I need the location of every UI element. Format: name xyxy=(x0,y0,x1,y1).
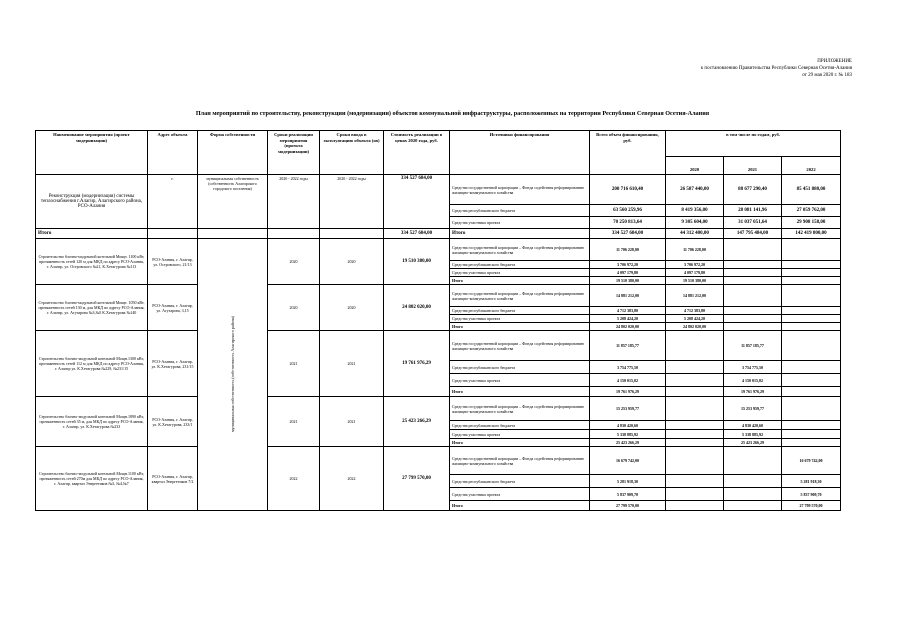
main-src: Средства республиканского бюджета xyxy=(450,205,590,217)
col-term: Сроки реализации мероприятия (проекта модернизации) xyxy=(268,131,320,175)
project-address: РСО-Алания, г. Алагир, ул. Агузарова, 3,15 xyxy=(148,285,198,331)
itogo-2020: 44 312 400,00 xyxy=(666,229,724,239)
source-total: 19 510 380,00 xyxy=(590,277,666,285)
project-cost: 19 510 380,00 xyxy=(384,239,450,285)
source-y2020 xyxy=(666,447,724,475)
source-y2020: 4 097 179,80 xyxy=(666,269,724,277)
source-y2020 xyxy=(666,421,724,430)
document-header xyxy=(612,58,852,79)
source-y2021 xyxy=(724,277,782,285)
source-y2022 xyxy=(782,421,841,430)
source-y2022 xyxy=(782,285,841,307)
main-name: Реконструкция (модернизация) системы теплоснабжения г.Алагир, Алагирского района, РСО-Алания xyxy=(36,175,148,229)
source-label: Итого xyxy=(450,439,590,447)
col-name: Наименование мероприятия (проект модернизации) xyxy=(36,131,148,175)
source-label: Средства республиканского бюджета xyxy=(450,261,590,269)
source-y2021: 4 150 015,02 xyxy=(724,374,782,387)
col-total: Всего объем финансирования, руб. xyxy=(590,131,666,175)
source-label: Средства республиканского бюджета xyxy=(450,307,590,315)
project-cost: 19 761 976,29 xyxy=(384,331,450,397)
source-y2020: 5 208 424,20 xyxy=(666,315,724,323)
source-y2021: 11 857 185,77 xyxy=(724,331,782,361)
main-term: 2020 - 2022 годы xyxy=(268,175,320,229)
source-y2021 xyxy=(724,315,782,323)
source-total: 14 881 212,00 xyxy=(590,285,666,307)
main-src: Средства государственной корпорации – Фонда содействия реформированию жилищно-коммунального хозяйства xyxy=(450,175,590,205)
source-y2022 xyxy=(782,387,841,397)
main-2020: 26 587 440,00 xyxy=(666,175,724,205)
project-commission: 2020 xyxy=(320,239,384,285)
project-address: РСО-Алания, г. Алагир, ул. К.Хетагурова, 233/1 xyxy=(148,397,198,447)
source-label: Средства государственной корпорации – Фонда содействия реформированию жилищно-коммунального хозяйства xyxy=(450,331,590,361)
source-y2022 xyxy=(782,307,841,315)
source-label: Итого xyxy=(450,387,590,397)
itogo-cost: 334 527 684,00 xyxy=(384,229,450,239)
source-y2022 xyxy=(782,374,841,387)
source-y2020 xyxy=(666,501,724,511)
source-y2021 xyxy=(724,285,782,307)
col-sources: Источники финансирования xyxy=(450,131,590,175)
ownership-cell xyxy=(198,239,268,511)
source-label: Средства республиканского бюджета xyxy=(450,361,590,374)
main-src: Средства участника проекта xyxy=(450,217,590,229)
source-total: 5 338 885,92 xyxy=(590,430,666,439)
source-y2021: 15 253 959,77 xyxy=(724,397,782,421)
source-label: Средства государственной корпорации – Фонда содействия реформированию жилищно-коммунального хозяйства xyxy=(450,239,590,261)
itogo-2022: 142 419 800,00 xyxy=(782,229,841,239)
source-total: 3 754 775,50 xyxy=(590,361,666,374)
source-y2020 xyxy=(666,374,724,387)
source-y2022 xyxy=(782,397,841,421)
source-y2021 xyxy=(724,475,782,488)
source-total: 15 253 959,77 xyxy=(590,397,666,421)
source-y2020 xyxy=(666,439,724,447)
source-label: Средства республиканского бюджета xyxy=(450,475,590,488)
source-total: 4 712 383,80 xyxy=(590,307,666,315)
source-label: Средства государственной корпорации – Фонда содействия реформированию жилищно-коммунального хозяйства xyxy=(450,397,590,421)
project-cost: 27 799 570,00 xyxy=(384,447,450,511)
source-y2021: 4 830 420,60 xyxy=(724,421,782,430)
project-term: 2021 xyxy=(268,397,320,447)
source-y2022 xyxy=(782,239,841,261)
project-address: РСО-Алания, г. Алагир, ул. К.Хетагурова, 231/15 xyxy=(148,331,198,397)
appendix-label: ПРИЛОЖЕНИЕ xyxy=(817,59,852,64)
source-y2020 xyxy=(666,488,724,501)
source-y2022 xyxy=(782,277,841,285)
source-y2020 xyxy=(666,397,724,421)
source-y2022: 5 837 909,70 xyxy=(782,488,841,501)
source-y2022 xyxy=(782,361,841,374)
source-total: 24 802 020,00 xyxy=(590,323,666,331)
source-y2022: 5 281 918,30 xyxy=(782,475,841,488)
project-name: Строительство блочно-модульной котельной Мощн.1100 кВт, протяженность сетей 270м для МКД по адресу РСО-Алания, г. Алагир, квартал Энергетиков №3, №4,№7 xyxy=(36,447,148,511)
source-total: 11 706 228,00 xyxy=(590,239,666,261)
source-y2022 xyxy=(782,315,841,323)
col-2021: 2021 xyxy=(724,157,782,175)
project-commission: 2020 xyxy=(320,285,384,331)
table-row xyxy=(36,447,841,475)
main-2021: 28 081 141,96 xyxy=(724,205,782,217)
main-address: г. xyxy=(148,175,198,229)
source-label: Средства государственной корпорации – Фонда содействия реформированию жилищно-коммунального хозяйства xyxy=(450,285,590,307)
main-2022: 85 451 880,00 xyxy=(782,175,841,205)
main-total: 63 560 259,96 xyxy=(590,205,666,217)
main-2022: 27 059 762,00 xyxy=(782,205,841,217)
source-y2022 xyxy=(782,331,841,361)
itogo-label: Итого xyxy=(36,229,148,239)
source-y2020: 4 712 383,80 xyxy=(666,307,724,315)
project-cost: 25 423 266,29 xyxy=(384,397,450,447)
source-y2022 xyxy=(782,269,841,277)
col-commission: Сроки ввода в эксплуатацию объекта (ов) xyxy=(320,131,384,175)
source-total: 4 830 420,60 xyxy=(590,421,666,430)
source-label: Итого xyxy=(450,277,590,285)
source-y2022 xyxy=(782,261,841,269)
source-y2021 xyxy=(724,239,782,261)
project-term: 2020 xyxy=(268,239,320,285)
project-name: Строительство блочно-модульной котельной Мощн.1890 кВт, протяженность сетей 35 м, для МКД по адресу РСО-Алания, г. Алагир, ул. К.Хетагурова №233 xyxy=(36,397,148,447)
source-y2020 xyxy=(666,331,724,361)
source-y2021: 3 754 775,50 xyxy=(724,361,782,374)
itogo-2021: 147 795 484,00 xyxy=(724,229,782,239)
source-total: 5 281 918,30 xyxy=(590,475,666,488)
col-by-year: в том числе по годам, руб. xyxy=(666,131,841,157)
source-label: Средства участника проекта xyxy=(450,269,590,277)
project-term: 2021 xyxy=(268,331,320,397)
col-address: Адрес объекта xyxy=(148,131,198,175)
project-term: 2022 xyxy=(268,447,320,511)
main-2020: 8 419 356,00 xyxy=(666,205,724,217)
main-2021: 88 677 290,40 xyxy=(724,175,782,205)
project-address: РСО-Алания, г. Алагир, квартал Энергетиков 7/2 xyxy=(148,447,198,511)
source-label: Итого xyxy=(450,323,590,331)
main-2021: 31 037 051,64 xyxy=(724,217,782,229)
source-y2021 xyxy=(724,307,782,315)
itogo-label2: Итого xyxy=(450,229,590,239)
source-y2020: 3 706 972,20 xyxy=(666,261,724,269)
source-y2021 xyxy=(724,488,782,501)
projects-body xyxy=(36,239,841,511)
resolution-date: от 29 мая 2020 г. № 183 xyxy=(802,73,852,78)
source-y2022: 16 679 742,00 xyxy=(782,447,841,475)
source-y2021: 19 761 976,29 xyxy=(724,387,782,397)
source-y2022: 27 799 570,00 xyxy=(782,501,841,511)
source-y2020 xyxy=(666,387,724,397)
project-name: Строительство блочно-модульной котельной Мощн.1300 кВт, протяженность сетей 112 м для МКД по адресу РСО-Алания, г. Алагир ул. К.Хетагурова №229, №231/15 xyxy=(36,331,148,397)
plan-table xyxy=(35,130,841,511)
table-row xyxy=(36,285,841,307)
source-label: Средства государственной корпорации – Фонда содействия реформированию жилищно-коммунального хозяйства xyxy=(450,447,590,475)
source-y2022 xyxy=(782,430,841,439)
source-y2020: 24 802 020,00 xyxy=(666,323,724,331)
source-total: 4 150 015,02 xyxy=(590,374,666,387)
project-term: 2020 xyxy=(268,285,320,331)
source-y2021 xyxy=(724,269,782,277)
source-y2020: 19 510 380,00 xyxy=(666,277,724,285)
col-cost: Стоимость реализации в ценах 2020 года, руб. xyxy=(384,131,450,175)
page-title: План мероприятий по строительству, реконструкции (модернизации) объектов коммунальной инфраструктуры, расположенных на территории Республики Северная Осетия-Алания xyxy=(195,110,710,117)
main-2022: 29 908 158,00 xyxy=(782,217,841,229)
source-y2020 xyxy=(666,475,724,488)
table-row xyxy=(36,239,841,261)
source-label: Средства участника проекта xyxy=(450,488,590,501)
col-ownership: Форма собственности xyxy=(198,131,268,175)
project-name: Строительство блочно-модульной котельной Мощн. 1100 кВт, протяженность сетей 120 м для МКД по адресу РСО-Алания, г. Алагир, ул. Островского №21, К.Хетагурова №113 xyxy=(36,239,148,285)
source-total: 25 423 266,29 xyxy=(590,439,666,447)
source-label: Итого xyxy=(450,501,590,511)
main-commission: 2020 - 2022 годы xyxy=(320,175,384,229)
source-y2020 xyxy=(666,430,724,439)
source-total: 19 761 976,29 xyxy=(590,387,666,397)
itogo-row xyxy=(36,229,841,239)
source-total: 4 097 179,80 xyxy=(590,269,666,277)
source-y2021: 25 423 266,29 xyxy=(724,439,782,447)
source-y2021 xyxy=(724,323,782,331)
source-y2021: 5 338 885,92 xyxy=(724,430,782,439)
main-cost: 334 527 684,00 xyxy=(384,175,450,229)
main-2020: 9 305 604,00 xyxy=(666,217,724,229)
source-total: 27 799 570,00 xyxy=(590,501,666,511)
source-total: 5 208 424,20 xyxy=(590,315,666,323)
source-label: Средства участника проекта xyxy=(450,430,590,439)
itogo-total: 334 527 684,00 xyxy=(590,229,666,239)
project-commission: 2022 xyxy=(320,447,384,511)
source-label: Средства республиканского бюджета xyxy=(450,421,590,430)
source-y2020: 14 881 212,00 xyxy=(666,285,724,307)
source-label: Средства участника проекта xyxy=(450,315,590,323)
source-y2020 xyxy=(666,361,724,374)
source-y2021 xyxy=(724,261,782,269)
project-commission: 2021 xyxy=(320,397,384,447)
source-y2021 xyxy=(724,447,782,475)
main-total: 70 250 813,64 xyxy=(590,217,666,229)
source-y2022 xyxy=(782,439,841,447)
main-ownership: муниципальная собственность (собственность Алагирского городского поселения) xyxy=(198,175,268,229)
col-2022: 2022 xyxy=(782,157,841,175)
source-y2022 xyxy=(782,323,841,331)
source-label: Средства участника проекта xyxy=(450,374,590,387)
source-total: 16 679 742,00 xyxy=(590,447,666,475)
source-y2021 xyxy=(724,501,782,511)
source-total: 5 837 909,70 xyxy=(590,488,666,501)
project-cost: 24 802 020,00 xyxy=(384,285,450,331)
source-total: 11 857 185,77 xyxy=(590,331,666,361)
main-total: 200 716 610,40 xyxy=(590,175,666,205)
project-name: Строительство блочно-модульной котельной Мощн. 1050 кВт, протяженность сетей 130 м, для МКД по адресу РСО-Алания, г. Алагир, ул. Агузарова №3,№5 К.Хетагурова №140 xyxy=(36,285,148,331)
source-total: 3 706 972,20 xyxy=(590,261,666,269)
col-2020: 2020 xyxy=(666,157,724,175)
source-y2020: 11 706 228,00 xyxy=(666,239,724,261)
project-commission: 2021 xyxy=(320,331,384,397)
table-row xyxy=(36,175,841,205)
project-address: РСО-Алания, г. Алагир, ул. Островского, 21/13 xyxy=(148,239,198,285)
resolution-ref: к постановлению Правительства Республики Северная Осетия-Алания xyxy=(700,66,852,71)
ownership-vertical-label: муниципальная собственность (собственность Алагирского района) xyxy=(230,316,235,433)
table-row xyxy=(36,331,841,361)
table-row xyxy=(36,397,841,421)
